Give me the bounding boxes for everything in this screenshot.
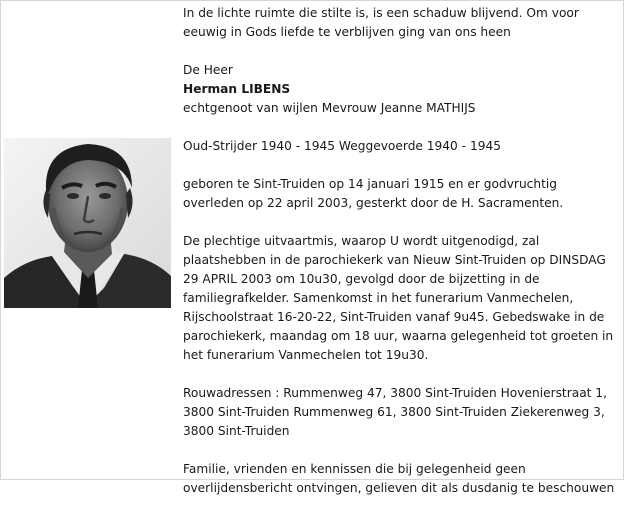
intro-paragraph: In de lichte ruimte die stilte is, is een schaduw blijvend. Om voor eeuwig in Gods liefde te verblijven ging van ons heen bbox=[183, 6, 579, 39]
portrait-photo bbox=[4, 138, 171, 308]
deceased-name: Herman LIBENS bbox=[183, 82, 291, 96]
funeral-paragraph: De plechtige uitvaartmis, waarop U wordt uitgenodigd, zal plaatshebben in de parochiekerk van Nieuw Sint-Truiden op DINSDAG 29 APRIL 2003 om 10u30, gevolgd door de bijzetting in de familiegrafkelder. Samenkomst in het funerarium Vanmechelen, Rijschoolstraat 16-20-22, Sint-Truiden vanaf 9u45. Gebedswake in de parochiekerk, maandag om 18 uur, waarna gelegenheid tot groeten in het funerarium Vanmechelen tot 19u30. bbox=[183, 234, 614, 362]
spouse-line: echtgenoot van wijlen Mevrouw Jeanne MATHIJS bbox=[183, 101, 476, 115]
title-line: De Heer bbox=[183, 63, 233, 77]
closing-paragraph: Familie, vrienden en kennissen die bij gelegenheid geen overlijdensbericht ontvingen, gelieven dit als dusdanig te beschouwen bbox=[183, 462, 615, 495]
obituary-text bbox=[183, 4, 615, 517]
addresses-paragraph: Rouwadressen : Rummenweg 47, 3800 Sint-Truiden Hovenierstraat 1, 3800 Sint-Truiden Rummenweg 61, 3800 Sint-Truiden Ziekerenweg 3, 3800 Sint-Truiden bbox=[183, 386, 607, 438]
birth-death-paragraph: geboren te Sint-Truiden op 14 januari 1915 en er godvruchtig overleden op 22 april 2003, gesterkt door de H. Sacramenten. bbox=[183, 177, 564, 210]
veteran-line: Oud-Strijder 1940 - 1945 Weggevoerde 1940 - 1945 bbox=[183, 139, 501, 153]
